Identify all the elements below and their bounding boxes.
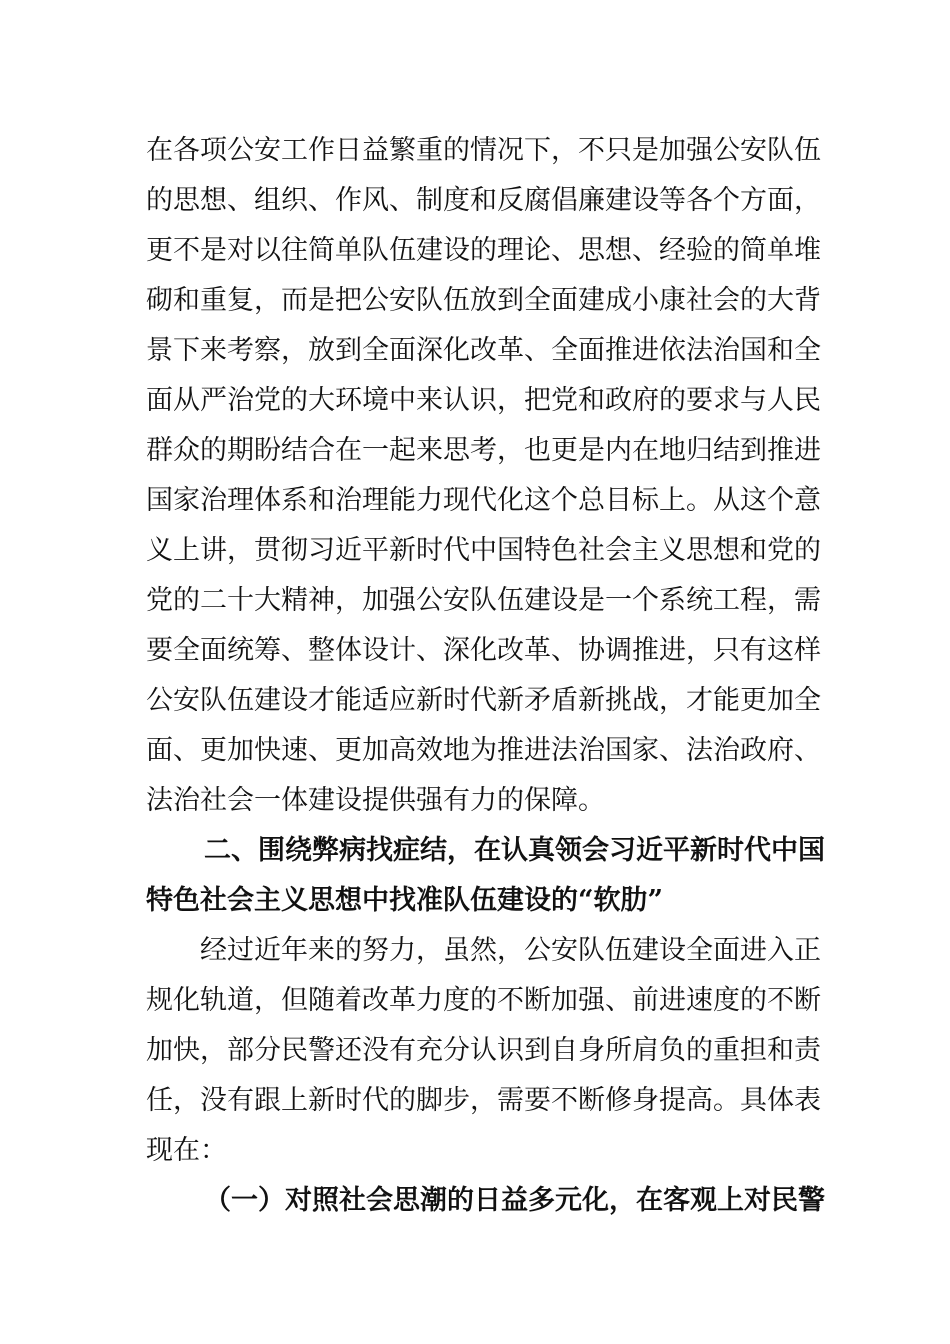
- text-line: 现在：: [146, 1135, 227, 1166]
- subheading-line: （一）对照社会思潮的日益多元化，在客观上对民警: [204, 1185, 825, 1216]
- text-line: 加快，部分民警还没有充分认识到自身所肩负的重担和责: [146, 1035, 821, 1066]
- heading-line: 特色社会主义思想中找准队伍建设的“软肋”: [146, 885, 664, 916]
- text-line: 面从严治党的大环境中来认识，把党和政府的要求与人民: [146, 385, 821, 416]
- section-heading-2: [146, 826, 825, 926]
- text-line: 公安队伍建设才能适应新时代新矛盾新挑战，才能更加全: [146, 685, 821, 716]
- text-line: 经过近年来的努力，虽然，公安队伍建设全面进入正: [200, 935, 821, 966]
- text-line: 在各项公安工作日益繁重的情况下，不只是加强公安队伍: [146, 135, 821, 166]
- text-line: 的思想、组织、作风、制度和反腐倡廉建设等各个方面，: [146, 185, 821, 216]
- text-line: 要全面统筹、整体设计、深化改革、协调推进，只有这样: [146, 635, 821, 666]
- text-line: 规化轨道，但随着改革力度的不断加强、前进速度的不断: [146, 985, 821, 1016]
- text-line: 面、更加快速、更加高效地为推进法治国家、法治政府、: [146, 735, 821, 766]
- text-line: 更不是对以往简单队伍建设的理论、思想、经验的简单堆: [146, 235, 821, 266]
- text-line: 任，没有跟上新时代的脚步，需要不断修身提高。具体表: [146, 1085, 821, 1116]
- text-line: 景下来考察，放到全面深化改革、全面推进依法治国和全: [146, 335, 821, 366]
- text-line: 国家治理体系和治理能力现代化这个总目标上。从这个意: [146, 485, 821, 516]
- text-line: 砌和重复，而是把公安队伍放到全面建成小康社会的大背: [146, 285, 821, 316]
- text-line: 党的二十大精神，加强公安队伍建设是一个系统工程，需: [146, 585, 821, 616]
- document-page: [146, 126, 825, 1226]
- paragraph-1: [146, 126, 821, 826]
- subheading-1: [146, 1176, 825, 1226]
- paragraph-2: [146, 926, 821, 1176]
- text-line: 义上讲，贯彻习近平新时代中国特色社会主义思想和党的: [146, 535, 821, 566]
- text-line: 群众的期盼结合在一起来思考，也更是内在地归结到推进: [146, 435, 821, 466]
- heading-line: 二、围绕弊病找症结，在认真领会习近平新时代中国: [204, 835, 825, 866]
- text-line: 法治社会一体建设提供强有力的保障。: [146, 785, 605, 816]
